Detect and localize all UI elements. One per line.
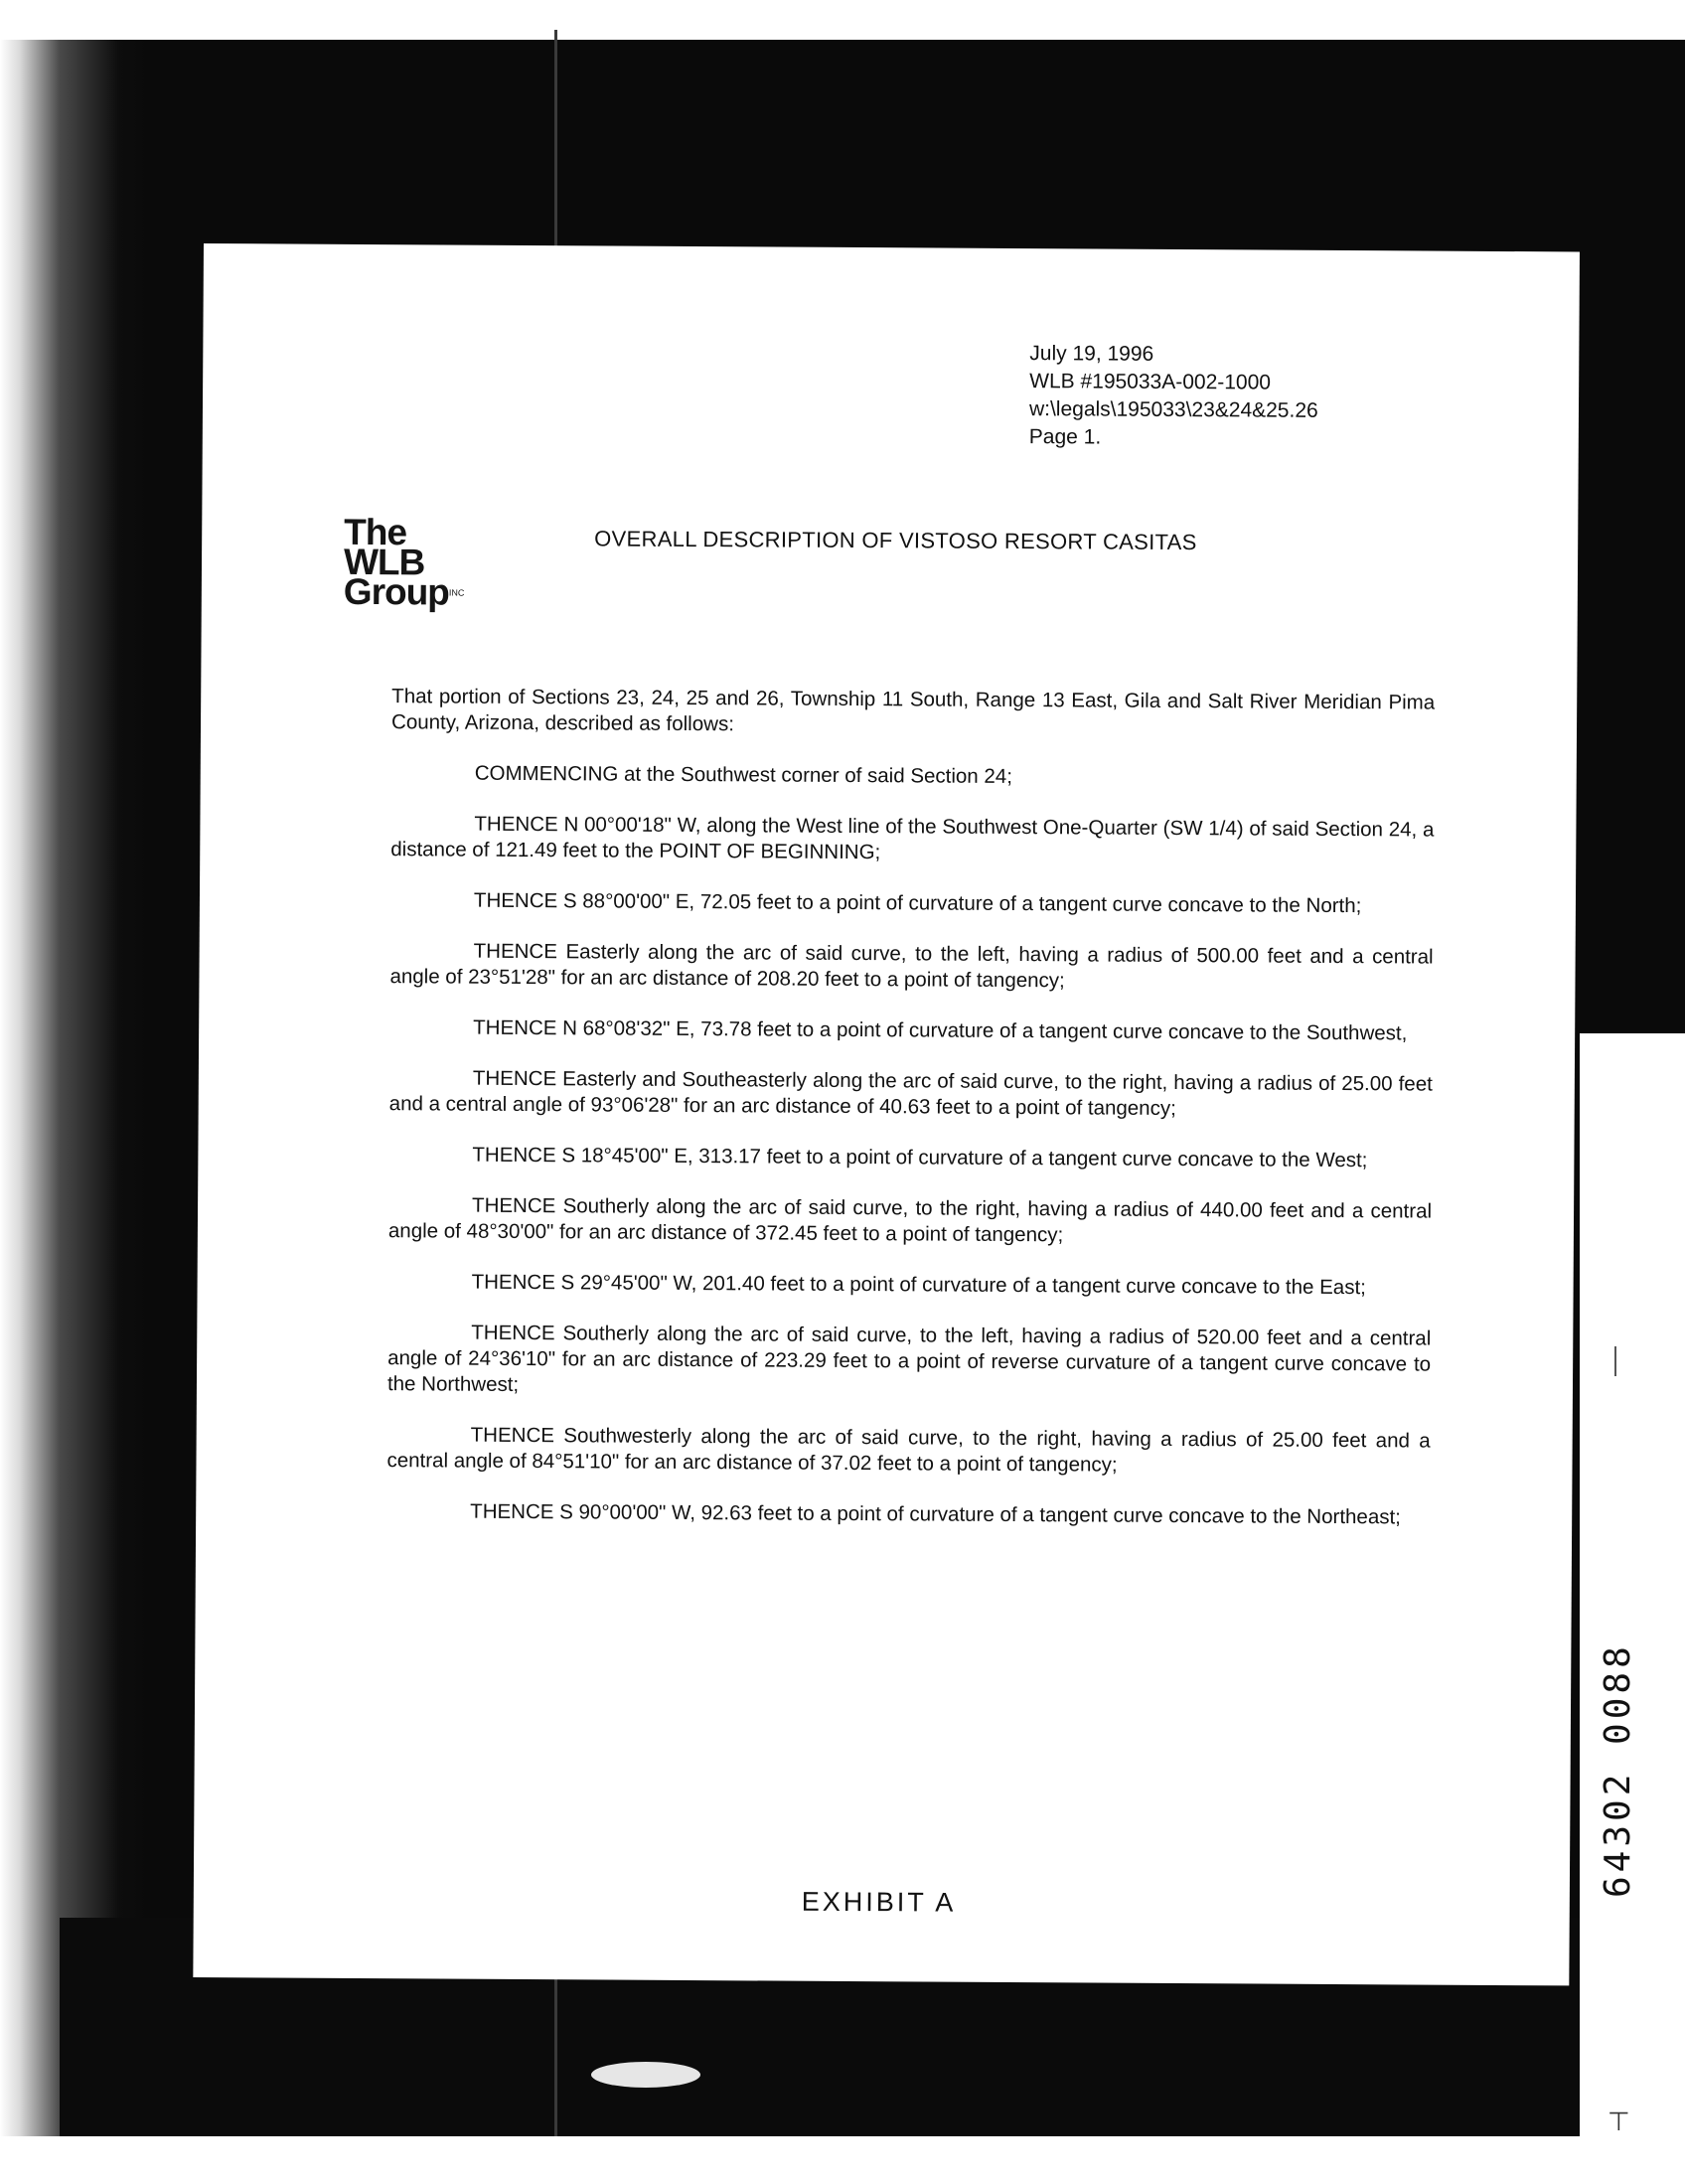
paragraph-course: THENCE S 18°45'00" E, 313.17 feet to a point of curvature of a tangent curve concave to the West;	[472, 1143, 1368, 1172]
paragraph-course: THENCE N 68°08'32" E, 73.78 feet to a point of curvature of a tangent curve concave to the Southwest,	[473, 1015, 1408, 1045]
paragraph-course: THENCE Easterly along the arc of said curve, to the left, having a radius of 500.00 feet and a central angle of 23°51'28" for an arc distance of 208.20 feet to a point of tangency;	[389, 939, 1434, 993]
logo-line-3: Group	[343, 570, 449, 613]
wlb-group-logo	[343, 511, 465, 613]
logo-suffix: INC	[448, 587, 465, 598]
scan-artifact-line-bottom	[554, 1977, 557, 2136]
corner-mark-icon: ⊤	[1608, 2106, 1630, 2136]
document-header	[1029, 340, 1318, 453]
paragraph-course: THENCE Southwesterly along the arc of said curve, to the right, having a radius of 25.00 feet and a central angle of 84°51'10" for an arc distance of 37.02 feet to a point of tangency;	[386, 1423, 1431, 1477]
scan-right-margin	[1580, 1033, 1685, 2184]
header-job-number: WLB #195033A-002-1000	[1029, 370, 1272, 394]
scan-bottom-margin	[0, 2136, 1685, 2184]
header-page: Page 1.	[1028, 425, 1102, 449]
paragraph-course: THENCE Southerly along the arc of said curve, to the left, having a radius of 520.00 feet and a central angle of 24°36'10" for an arc distance of 223.29 feet to a point of reverse curvature of a tangent curve concave to the Northwest;	[386, 1321, 1432, 1396]
scan-smudge	[591, 2062, 700, 2088]
logo-line-1: The	[344, 511, 407, 553]
scan-top-margin	[0, 0, 1685, 40]
paragraph-intro: That portion of Sections 23, 24, 25 and 26, Township 11 South, Range 13 East, Gila and Salt River Meridian Pima County, Arizona, described as follows:	[390, 685, 1436, 736]
header-date: July 19, 1996	[1029, 342, 1154, 366]
paragraph-course: THENCE S 29°45'00" W, 201.40 feet to a point of curvature of a tangent curve concave to the East;	[471, 1270, 1366, 1300]
scan-side-tick	[1614, 1346, 1616, 1376]
paragraph-course: THENCE Southerly along the arc of said curve, to the right, having a radius of 440.00 feet and a central angle of 48°30'00" for an arc distance of 372.45 feet to a point of tangency;	[387, 1193, 1433, 1247]
scan-left-edge	[0, 0, 149, 2184]
paragraph-course: THENCE S 88°00'00" E, 72.05 feet to a point of curvature of a tangent curve concave to the North;	[473, 888, 1362, 918]
paragraph-course: THENCE Easterly and Southeasterly along the arc of said curve, to the right, having a radius of 25.00 feet and a central angle of 93°06'28" for an arc distance of 40.63 feet to a point of tangency;	[388, 1066, 1433, 1120]
paragraph-course: THENCE N 00°00'18" W, along the West line of the Southwest One-Quarter (SW 1/4) of said Section 24, a distance of 121.49 feet to the POINT OF BEGINNING;	[390, 812, 1435, 864]
document-title: OVERALL DESCRIPTION OF VISTOSO RESORT CASITAS	[594, 526, 1197, 555]
logo-line-2: WLB	[343, 541, 425, 583]
recording-stamp-number: 64302 0088	[1598, 1642, 1638, 1898]
paragraph-course: THENCE S 90°00'00" W, 92.63 feet to a point of curvature of a tangent curve concave to the Northeast;	[470, 1499, 1401, 1529]
header-file-path: w:\legals\195033\23&24&25.26	[1028, 397, 1318, 422]
paragraph-commencing: COMMENCING at the Southwest corner of said Section 24;	[474, 761, 1013, 788]
document-sheet	[193, 243, 1580, 1985]
legal-description-body	[386, 684, 1435, 1555]
exhibit-label: EXHIBIT A	[801, 1886, 957, 1918]
